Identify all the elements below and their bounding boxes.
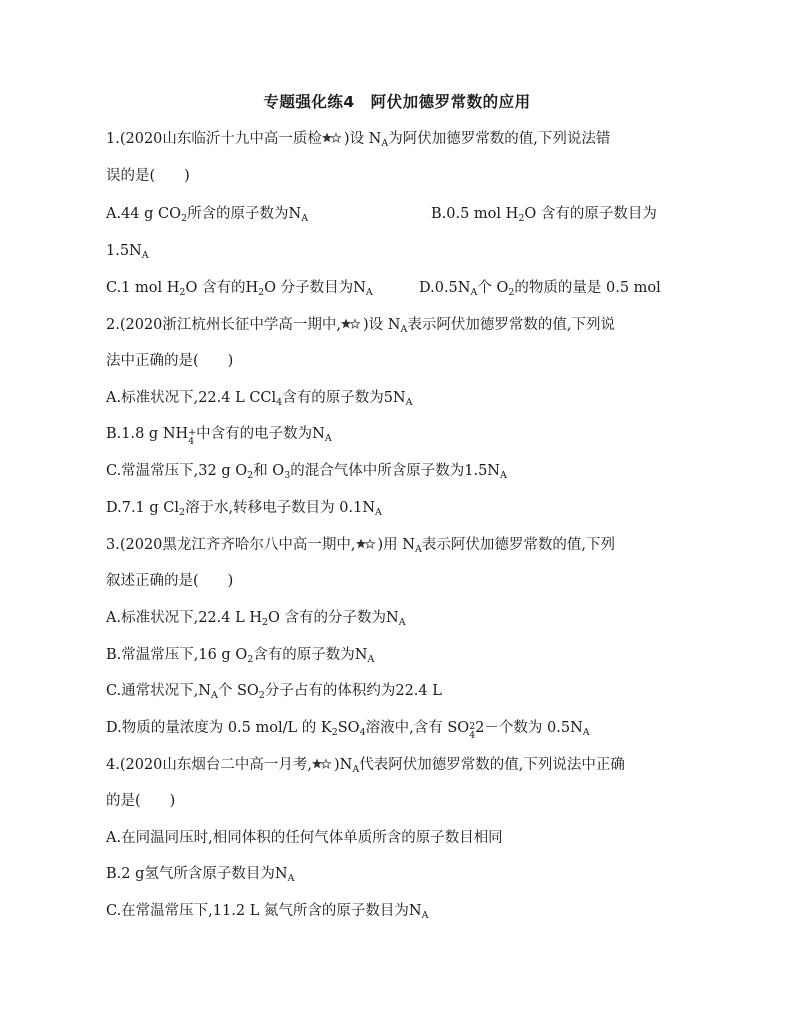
page-title: 专题强化练4 阿伏加德罗常数的应用	[263, 93, 531, 111]
q4-stem-line2: 的是( )	[106, 793, 176, 809]
q1-stem-line2: 误的是( )	[106, 168, 190, 184]
q4-option-a: A.在同温同压时,相同体积的任何气体单质所含的原子数目相同	[106, 830, 503, 846]
difficulty-star-icon	[312, 758, 334, 770]
difficulty-star-icon	[341, 318, 363, 330]
q2-stem-line1: 2.(2020浙江杭州长征中学高一期中, )设 $N_A$表示阿伏加德罗常数的值,下列说	[106, 317, 615, 335]
q1-options-cd	[106, 278, 706, 298]
q2-option-d: D.7.1 g $Cl_2$溶于水,转移电子数目为 $0.1N_A$	[106, 500, 382, 518]
difficulty-star-icon	[356, 538, 378, 550]
q2-stem-line2: 法中正确的是( )	[106, 353, 234, 369]
q1-option-a: A.44 g $CO_2$所含的原子数为$N_A$	[106, 206, 309, 224]
q1-stem-line1: 1.(2020山东临沂十九中高一质检 )设 $N_A$为阿伏加德罗常数的值,下列说法错	[106, 131, 611, 149]
q3-option-c: C.通常状况下$,N_A$个 $SO_2$分子占有的体积约为22.4 L	[106, 683, 442, 701]
q4-option-c: C.在常温常压下,11.2 L 氮气所含的原子数目为$N_A$	[106, 903, 429, 921]
q1-option-b-cont: $1.5N_A$	[106, 243, 149, 261]
q3-option-b: B.常温常压下,16 g $O_2$含有的原子数为$N_A$	[106, 647, 375, 665]
q3-stem-line2: 叙述正确的是( )	[106, 573, 234, 589]
q4-option-b: B.2 g氢气所含原子数目为$N_A$	[106, 866, 295, 884]
q1-option-d: $D.0.5N_A$个 $O_2$的物质的量是 0.5 mol	[419, 280, 661, 298]
q1-option-c: C.1 mol $H_2O$ 含有的$H_2O$ 分子数目为$N_A$	[106, 280, 373, 298]
q1-options-ab	[106, 204, 706, 224]
q1-option-b: B.0.5 mol $H_2O$ 含有的原子数目为	[431, 206, 657, 224]
q3-option-d: D.物质的量浓度为 0.5 mol/L 的 $K_2SO_4$溶液中,含有 SO 2 4 2－个数为 $0.5N_A$	[106, 720, 590, 741]
q4-stem-line1: 4.(2020山东烟台二中高一月考, )$N_A$代表阿伏加德罗常数的值,下列说法中正确	[106, 757, 625, 775]
q2-option-b: B.1.8 g NH + 4 中含有的电子数为$N_A$	[106, 426, 332, 447]
q2-option-a: A.标准状况下,22.4 L CCl$_4$含有的原子数为$5N_A$	[106, 390, 413, 408]
difficulty-star-icon	[322, 132, 344, 144]
q3-option-a: A.标准状况下,22.4 L $H_2O$ 含有的分子数为$N_A$	[106, 610, 406, 628]
q3-stem-line1: 3.(2020黑龙江齐齐哈尔八中高一期中, )用 $N_A$表示阿伏加德罗常数的值,下列	[106, 537, 615, 555]
q2-option-c: C.常温常压下,32 g $O_2$和 $O_3$的混合气体中所含原子数为$1.5N_A$	[106, 463, 507, 481]
